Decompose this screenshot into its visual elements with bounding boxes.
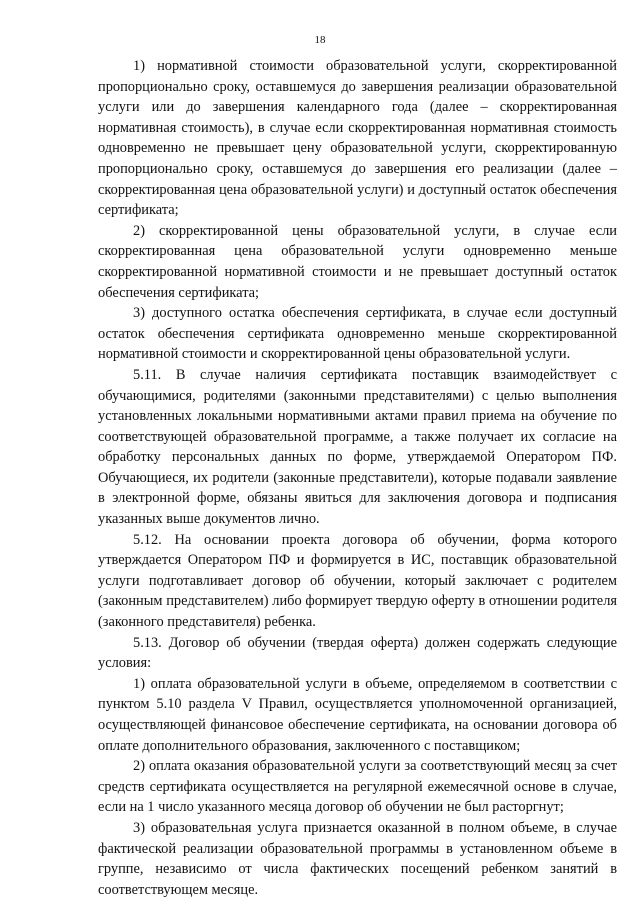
- paragraph-item-2: 2) скорректированной цены образовательной услуги, в случае если скорректированная цена образовательной услуги одновременно меньше скорректированной нормативной стоимости и не превышает доступный остаток обеспечения сертификата;: [98, 222, 617, 301]
- paragraph-item-1: 1) нормативной стоимости образовательной услуги, скорректированной пропорционально сроку, оставшемуся до завершения реализации образовательной услуги или до завершения календарного года (далее – скорректированная нормативная стоимость), в случае если скорректированная нормативная стоимость одновременно не превышает цену образовательной услуги, скорректированную пропорционально сроку, оставшемуся до завершения его реализации (далее – скорректированная цена образовательной услуги) и доступный остаток обеспечения сертификата;: [98, 58, 617, 219]
- paragraph-clause-5-11: 5.11. В случае наличия сертификата поставщик взаимодействует с обучающимися, родителями (законными представителями) с целью выполнения установленных локальными нормативными актами правил приема на обучение по соответствующей образовательной программе, а также получает их согласие на обработку персональных данных по форме, утверждаемой Оператором ПФ. Обучающиеся, их родители (законные представители), которые подавали заявление в электронной форме, обязаны явиться для заключения договора и подписания указанных выше документов лично.: [98, 366, 617, 528]
- paragraph-clause-5-13: 5.13. Договор об обучении (твердая оферта) должен содержать следующие условия:: [98, 634, 617, 672]
- paragraph-condition-2: 2) оплата оказания образовательной услуги за соответствующий месяц за счет средств сертификата осуществляется на регулярной ежемесячной основе в случае, если на 1 число указанного месяца договор об обучении не был расторгнут;: [98, 758, 617, 816]
- paragraph-item-3: 3) доступного остатка обеспечения сертификата, в случае если доступный остаток обеспечения сертификата одновременно меньше скорректированной нормативной стоимости и скорректированной цены образовательной услуги.: [98, 305, 617, 363]
- page-number: 18: [314, 34, 326, 46]
- paragraph-condition-3: 3) образовательная услуга признается оказанной в полном объеме, в случае фактической реализации образовательной программы в установленном объеме в группе, независимо от числа фактических посещений ребенком занятий в соответствующем месяце.: [98, 819, 617, 898]
- document-body: [98, 56, 617, 900]
- paragraph-clause-5-12: 5.12. На основании проекта договора об обучении, форма которого утверждается Оператором ПФ и формируется в ИС, поставщик образовательной услуги подготавливает договор об обучении, который заключает с родителем (законным представителем) либо формирует твердую оферту в отношении родителя (законного представителя) ребенка.: [98, 531, 617, 631]
- paragraph-condition-1: 1) оплата образовательной услуги в объеме, определяемом в соответствии с пунктом 5.10 раздела V Правил, осуществляется уполномоченной организацией, осуществляющей финансовое обеспечение сертификата, на основании договора об оплате дополнительного образования, заключенного с поставщиком;: [98, 675, 617, 754]
